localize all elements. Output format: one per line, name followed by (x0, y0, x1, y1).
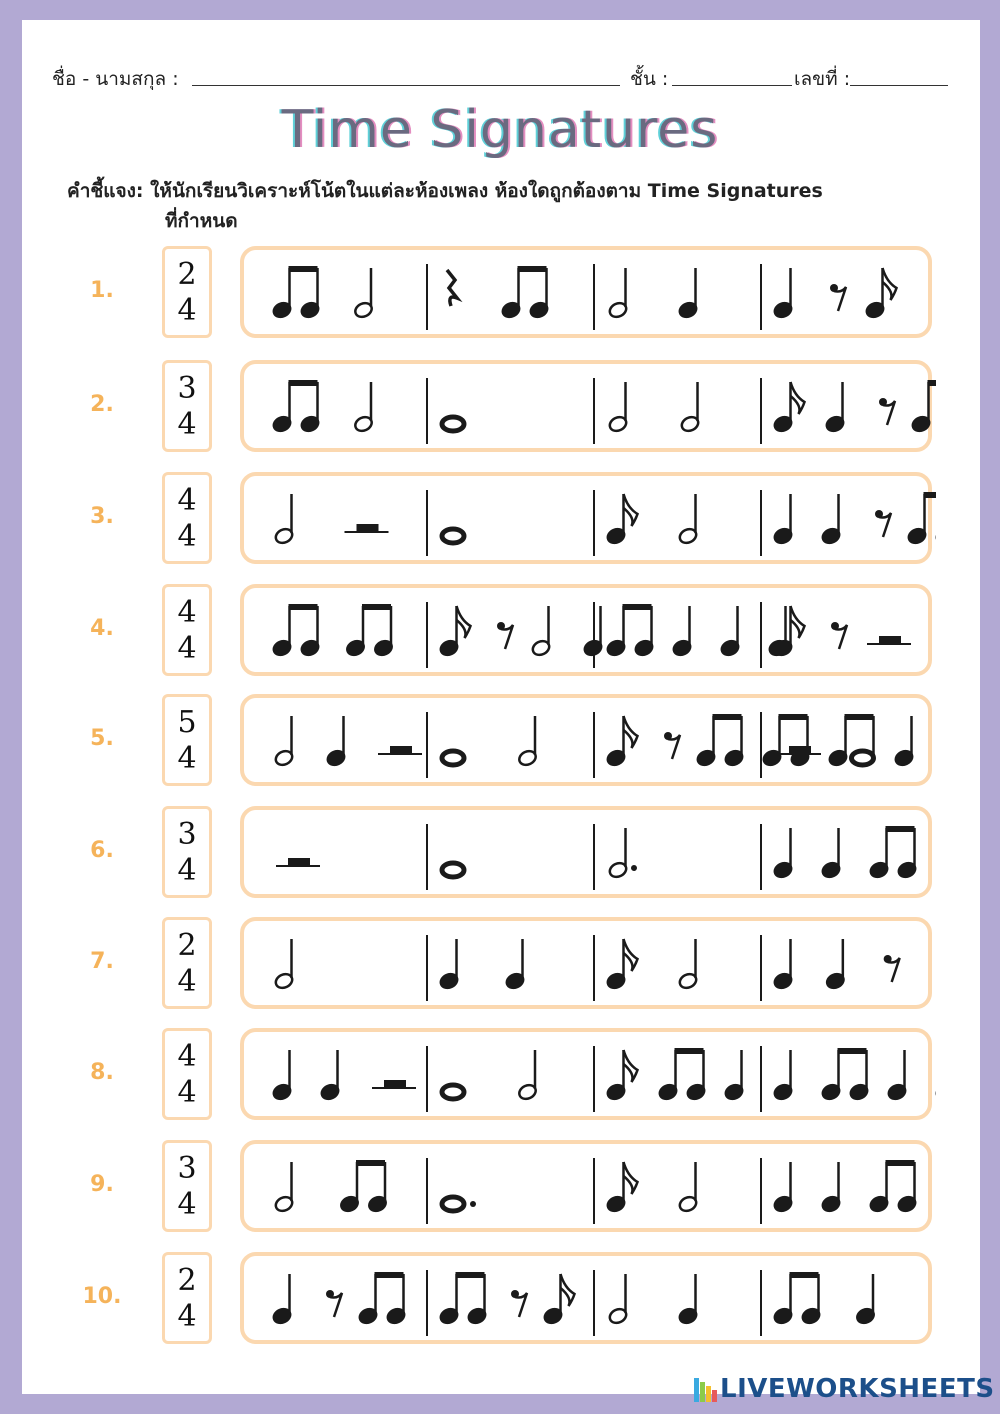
half-rest-icon (867, 636, 911, 644)
quarter-note-icon (773, 939, 794, 990)
measure[interactable] (427, 378, 464, 444)
time-signature-top: 4 (177, 483, 197, 518)
beamed-eighth-notes-icon (869, 826, 918, 879)
quarter-note-icon (724, 1050, 745, 1101)
notation (244, 476, 936, 568)
half-rest-icon (777, 746, 821, 754)
quarter-note-icon (678, 1274, 699, 1325)
beamed-eighth-notes-icon (501, 266, 550, 319)
class-field[interactable] (672, 85, 792, 86)
eighth-rest-icon (875, 510, 891, 537)
measure[interactable] (427, 935, 525, 1001)
eighth-note-icon (439, 606, 471, 657)
eighth-rest-icon (664, 732, 680, 759)
measure[interactable] (272, 380, 374, 433)
beamed-eighth-notes-icon (606, 604, 655, 657)
measure[interactable] (761, 378, 936, 444)
measure[interactable] (427, 1158, 476, 1224)
eighth-note-icon (773, 606, 805, 657)
measure[interactable] (427, 1046, 538, 1112)
beamed-eighth-notes-icon (821, 1048, 870, 1101)
measure-row (240, 584, 932, 676)
question-number: 6. (90, 838, 114, 863)
quarter-note-icon (320, 1050, 341, 1101)
measure[interactable] (427, 824, 464, 890)
measure[interactable] (274, 1160, 388, 1213)
measure[interactable] (761, 264, 897, 330)
measure[interactable] (272, 604, 394, 657)
half-note-icon (678, 939, 699, 990)
half-note-icon (608, 382, 629, 433)
measure-row (240, 246, 932, 338)
time-signature-bottom: 4 (177, 964, 197, 999)
measure[interactable] (427, 602, 603, 668)
quarter-note-icon (272, 1050, 293, 1101)
half-note-icon (608, 1274, 629, 1325)
measure[interactable] (594, 824, 637, 890)
beamed-eighth-notes-icon (272, 266, 321, 319)
half-note-icon (608, 268, 629, 319)
question-number: 10. (82, 1284, 122, 1309)
measure-row (240, 1140, 932, 1232)
question-number: 7. (90, 949, 114, 974)
notation (244, 588, 936, 680)
measure-row (240, 694, 932, 786)
measure-row (240, 1252, 932, 1344)
time-signature (162, 360, 212, 452)
eighth-rest-icon (831, 622, 847, 649)
time-signature (162, 472, 212, 564)
question-number: 5. (90, 726, 114, 751)
instructions-line-2: ที่กำหนด (165, 210, 238, 232)
half-rest-icon (345, 524, 389, 532)
eighth-rest-icon (830, 284, 846, 311)
time-signature-bottom: 4 (177, 853, 197, 888)
time-signature-top: 5 (177, 705, 197, 740)
beamed-eighth-notes-icon (696, 714, 745, 767)
quarter-note-icon (887, 1050, 908, 1101)
quarter-note-icon (326, 716, 347, 767)
half-note-icon (678, 1162, 699, 1213)
beamed-eighth-notes-icon (907, 492, 936, 545)
measure-row (240, 806, 932, 898)
half-rest-icon (276, 858, 320, 866)
beamed-eighth-notes-icon (345, 604, 394, 657)
liveworksheets-logo-icon (694, 1378, 718, 1402)
whole-note-icon (442, 529, 464, 543)
notation (244, 1032, 936, 1124)
half-note-icon (517, 716, 538, 767)
eighth-note-icon (606, 716, 638, 767)
notation (244, 810, 936, 902)
time-signature-top: 2 (177, 1263, 197, 1298)
whole-note-icon (442, 863, 464, 877)
quarter-note-icon (678, 268, 699, 319)
time-signature-top: 3 (177, 371, 197, 406)
measure[interactable] (594, 490, 698, 556)
eighth-rest-icon (497, 622, 513, 649)
time-signature (162, 1140, 212, 1232)
question-number: 2. (90, 392, 114, 417)
measure[interactable] (761, 935, 900, 1001)
measure[interactable] (427, 1270, 575, 1336)
time-signature-top: 4 (177, 595, 197, 630)
beamed-eighth-notes-icon (935, 1048, 936, 1101)
whole-note-icon (852, 751, 874, 765)
question-number: 8. (90, 1060, 114, 1085)
measure[interactable] (761, 1158, 917, 1224)
time-signature-top: 2 (177, 928, 197, 963)
notation (244, 1256, 936, 1348)
time-signature (162, 584, 212, 676)
half-note-icon (274, 494, 295, 545)
notation (244, 1144, 936, 1236)
eighth-note-icon (606, 1162, 638, 1213)
time-signature (162, 1252, 212, 1344)
instructions-line-1: คำชี้แจง: ให้นักเรียนวิเคราะห์โน้ตในแต่ละห้องเพลง ห้องใดถูกต้องตาม Time Signatures (67, 180, 823, 202)
quarter-note-icon (672, 606, 693, 657)
measure[interactable] (427, 712, 538, 778)
question-number: 4. (90, 616, 114, 641)
instructions (67, 176, 957, 236)
quarter-note-icon (773, 1162, 794, 1213)
measure[interactable] (594, 264, 698, 330)
measure[interactable] (274, 494, 389, 545)
eighth-note-icon (773, 382, 805, 433)
dotted-whole-note-icon (442, 1197, 476, 1211)
quarter-note-icon (825, 382, 846, 433)
eighth-note-icon (606, 939, 638, 990)
quarter-note-icon (821, 494, 842, 545)
quarter-note-icon (821, 828, 842, 879)
beamed-eighth-notes-icon (762, 714, 811, 767)
eighth-rest-icon (326, 1290, 342, 1317)
time-signature-top: 2 (177, 257, 197, 292)
time-signature (162, 1028, 212, 1120)
half-note-icon (678, 494, 699, 545)
beamed-eighth-notes-icon (869, 1160, 918, 1213)
notation (244, 698, 936, 790)
measure-row (240, 360, 932, 452)
measure[interactable] (761, 1046, 936, 1112)
measure[interactable] (761, 602, 911, 668)
measure[interactable] (594, 1270, 698, 1336)
measure-row (240, 917, 932, 1009)
page-title: Time Signatures (281, 100, 719, 160)
measure[interactable] (594, 712, 914, 778)
half-note-icon (353, 268, 374, 319)
time-signature (162, 917, 212, 1009)
beamed-eighth-notes-icon (272, 380, 321, 433)
notation (244, 250, 936, 342)
quarter-note-icon (773, 828, 794, 879)
time-signature-bottom: 4 (177, 741, 197, 776)
quarter-note-icon (855, 1274, 876, 1325)
measure[interactable] (761, 1270, 876, 1336)
time-signature-top: 4 (177, 1039, 197, 1074)
question-number: 9. (90, 1172, 114, 1197)
logo-text: LIVEWORKSHEETS (720, 1374, 995, 1404)
time-signature-bottom: 4 (177, 293, 197, 328)
notation (244, 921, 936, 1013)
beamed-eighth-notes-icon (358, 1272, 407, 1325)
measure-row (240, 472, 932, 564)
time-signature-top: 3 (177, 817, 197, 852)
time-signature-bottom: 4 (177, 1299, 197, 1334)
whole-note-icon (442, 417, 464, 431)
time-signature-bottom: 4 (177, 407, 197, 442)
quarter-note-icon (773, 268, 794, 319)
eighth-rest-icon (884, 955, 900, 982)
time-signature (162, 694, 212, 786)
time-signature-bottom: 4 (177, 1075, 197, 1110)
eighth-note-icon (606, 1050, 638, 1101)
measure[interactable] (594, 1046, 744, 1112)
whole-note-icon (442, 1085, 464, 1099)
measure[interactable] (272, 1272, 407, 1325)
half-note-icon (353, 382, 374, 433)
time-signature-bottom: 4 (177, 1187, 197, 1222)
beamed-eighth-notes-icon (911, 380, 936, 433)
beamed-eighth-notes-icon (658, 1048, 707, 1101)
name-field[interactable] (192, 85, 620, 86)
half-note-icon (680, 382, 701, 433)
beamed-eighth-notes-icon (339, 1160, 388, 1213)
measure[interactable] (427, 264, 549, 330)
eighth-note-icon (543, 1274, 575, 1325)
quarter-rest-icon (447, 270, 457, 306)
measure[interactable] (594, 602, 788, 668)
half-rest-icon (378, 746, 422, 754)
quarter-note-icon (773, 1050, 794, 1101)
quarter-note-icon (272, 1274, 293, 1325)
number-label: เลขที่ : (794, 68, 851, 90)
measure[interactable] (272, 1050, 416, 1101)
measure[interactable] (276, 858, 320, 866)
beamed-eighth-notes-icon (773, 1272, 822, 1325)
measure[interactable] (761, 712, 874, 778)
number-field[interactable] (850, 85, 948, 86)
eighth-note-icon (865, 268, 897, 319)
eighth-note-icon (606, 494, 638, 545)
time-signature-top: 3 (177, 1151, 197, 1186)
measure[interactable] (272, 266, 374, 319)
measure[interactable] (594, 378, 700, 444)
half-note-icon (274, 716, 295, 767)
measure[interactable] (761, 490, 936, 556)
half-note-icon (531, 606, 552, 657)
beamed-eighth-notes-icon (439, 1272, 488, 1325)
quarter-note-icon (825, 939, 846, 990)
beamed-eighth-notes-icon (272, 604, 321, 657)
quarter-note-icon (821, 1162, 842, 1213)
measure[interactable] (761, 824, 917, 890)
quarter-note-icon (894, 716, 915, 767)
quarter-note-icon (720, 606, 741, 657)
measure-row (240, 1028, 932, 1120)
notation (244, 364, 936, 456)
half-rest-icon (372, 1080, 416, 1088)
time-signature (162, 246, 212, 338)
half-note-icon (274, 939, 295, 990)
quarter-note-icon (773, 494, 794, 545)
quarter-note-icon (505, 939, 526, 990)
class-label: ชั้น : (630, 68, 669, 90)
whole-note-icon (442, 751, 464, 765)
measure[interactable] (274, 716, 422, 767)
question-number: 3. (90, 504, 114, 529)
measure[interactable] (274, 939, 295, 990)
time-signature-bottom: 4 (177, 519, 197, 554)
dotted-half-note-icon (608, 828, 637, 879)
question-number: 1. (90, 278, 114, 303)
eighth-rest-icon (879, 398, 895, 425)
measure[interactable] (594, 935, 698, 1001)
measure[interactable] (427, 490, 464, 556)
half-note-icon (274, 1162, 295, 1213)
eighth-rest-icon (511, 1290, 527, 1317)
quarter-note-icon (439, 939, 460, 990)
name-label: ชื่อ - นามสกุล : (52, 68, 179, 90)
time-signature (162, 806, 212, 898)
half-note-icon (517, 1050, 538, 1101)
measure[interactable] (594, 1158, 698, 1224)
time-signature-bottom: 4 (177, 631, 197, 666)
